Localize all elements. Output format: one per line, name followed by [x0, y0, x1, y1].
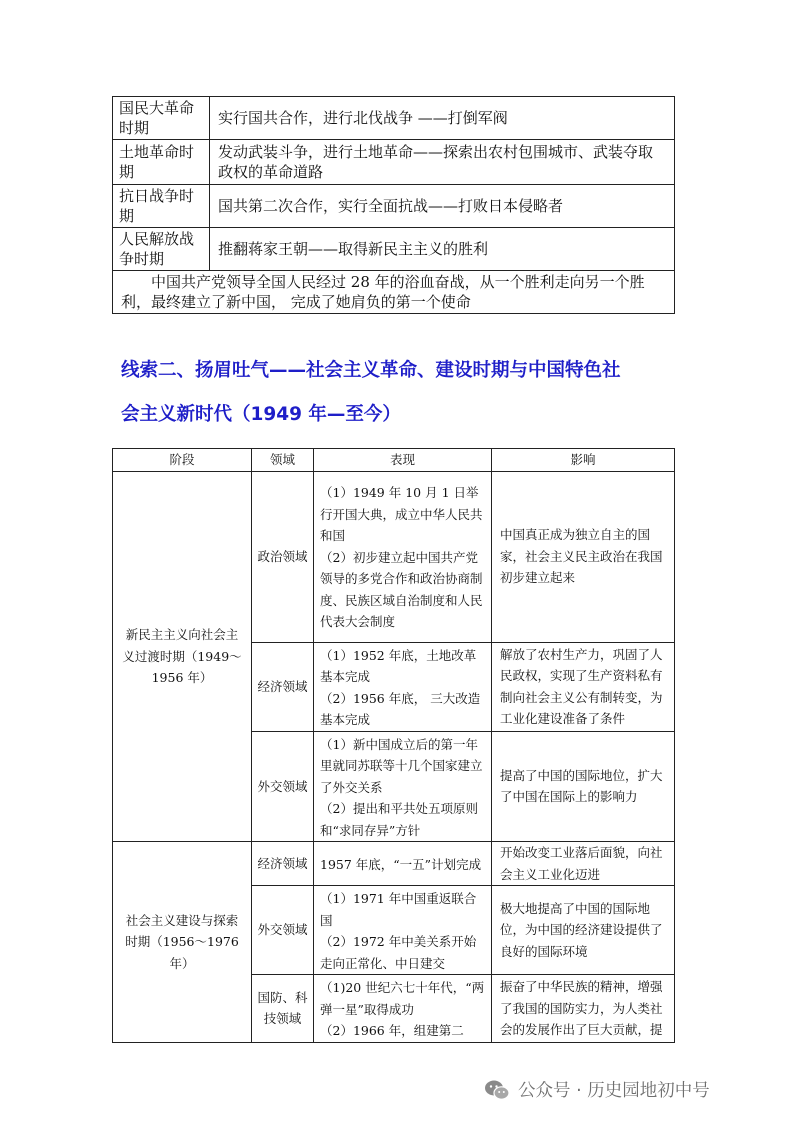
performance-text: 1957 年底，“一五”计划完成 [320, 856, 482, 872]
watermark [484, 1077, 710, 1102]
impact-cell: 解放了农村生产力，巩固了人民政权，实现了生产资料私有制向社会主义公有制转变，为工业化建设准备了条件 [492, 642, 675, 731]
watermark-text: 公众号 · 历史园地初中号 [518, 1081, 710, 1101]
field-cell: 经济领域 [252, 642, 314, 731]
header-performance: 表现 [314, 449, 492, 472]
performance-text: （1）1949 年 10 月 1 日举行开国大典，成立中华人民共和国 （2）初步建立起中国共产党领导的多党合作和政治协商制度、民族区域自治制度和人民代表大会制度 [320, 485, 483, 630]
header-stage: 阶段 [113, 449, 252, 472]
impact-cell: 提高了中国的国际地位，扩大了中国在国际上的影响力 [492, 731, 675, 842]
performance-cell [314, 642, 492, 731]
impact-cell: 中国真正成为独立自主的国家，社会主义民主政治在我国初步建立起来 [492, 471, 675, 642]
desc-cell: 实行国共合作，进行北伐战争 ——打倒军阀 [210, 97, 675, 140]
summary-cell: 中国共产党领导全国人民经过 28 年的浴血奋战，从一个胜利走向另一个胜利，最终建立了新中国， 完成了她肩负的第一个使命 [113, 271, 675, 314]
era-cell: 抗日战争时期 [113, 185, 210, 228]
impact-cell: 极大地提高了中国的国际地位，为中国的经济建设提供了良好的国际环境 [492, 886, 675, 975]
performance-cell [314, 471, 492, 642]
section-heading-line2: 会主义新时代（1949 年—至今） [121, 404, 401, 425]
performance-text: （1)20 世纪六七十年代，“两弹一星”取得成功 （2）1966 年，组建第二 [320, 980, 485, 1038]
performance-cell [314, 842, 492, 886]
desc-cell: 推翻蒋家王朝——取得新民主主义的胜利 [210, 228, 675, 271]
header-field: 领域 [252, 449, 314, 472]
field-cell: 政治领域 [252, 471, 314, 642]
stage-fields-table [112, 448, 675, 1043]
field-cell: 经济领域 [252, 842, 314, 886]
era-cell: 国民大革命时期 [113, 97, 210, 140]
stage-cell: 新民主主义向社会主义过渡时期（1949～1956 年） [113, 471, 252, 842]
revolution-periods-table [112, 96, 675, 314]
performance-text: （1）1971 年中国重返联合国 （2）1972 年中美关系开始走向正常化、中日建交 [320, 891, 477, 971]
impact-cell: 开始改变工业落后面貌，向社会主义工业化迈进 [492, 842, 675, 886]
impact-cell: 振奋了中华民族的精神，增强了我国的国防实力，为人类社会的发展作出了巨大贡献，提 [492, 975, 675, 1043]
era-cell: 人民解放战争时期 [113, 228, 210, 271]
era-cell: 土地革命时期 [113, 140, 210, 185]
header-impact: 影响 [492, 449, 675, 472]
desc-cell: 发动武装斗争，进行土地革命——探索出农村包围城市、武装夺取政权的革命道路 [210, 140, 675, 185]
performance-cell [314, 731, 492, 842]
field-cell: 国防、科技领域 [252, 975, 314, 1043]
performance-text: （1）新中国成立后的第一年里就同苏联等十几个国家建立了外交关系 （2）提出和平共处五项原则和“求同存异”方针 [320, 736, 483, 838]
field-cell: 外交领域 [252, 731, 314, 842]
performance-text: （1）1952 年底，土地改革基本完成 （2）1956 年底， 三大改造基本完成 [320, 647, 481, 727]
field-cell: 外交领域 [252, 886, 314, 975]
stage-cell: 社会主义建设与探索时期（1956～1976 年） [113, 842, 252, 1043]
wechat-icon [484, 1079, 510, 1101]
desc-cell: 国共第二次合作，实行全面抗战——打败日本侵略者 [210, 185, 675, 228]
section-heading-line1: 线索二、扬眉吐气——社会主义革命、建设时期与中国特色社 [121, 360, 621, 381]
performance-cell [314, 886, 492, 975]
performance-cell [314, 975, 492, 1043]
